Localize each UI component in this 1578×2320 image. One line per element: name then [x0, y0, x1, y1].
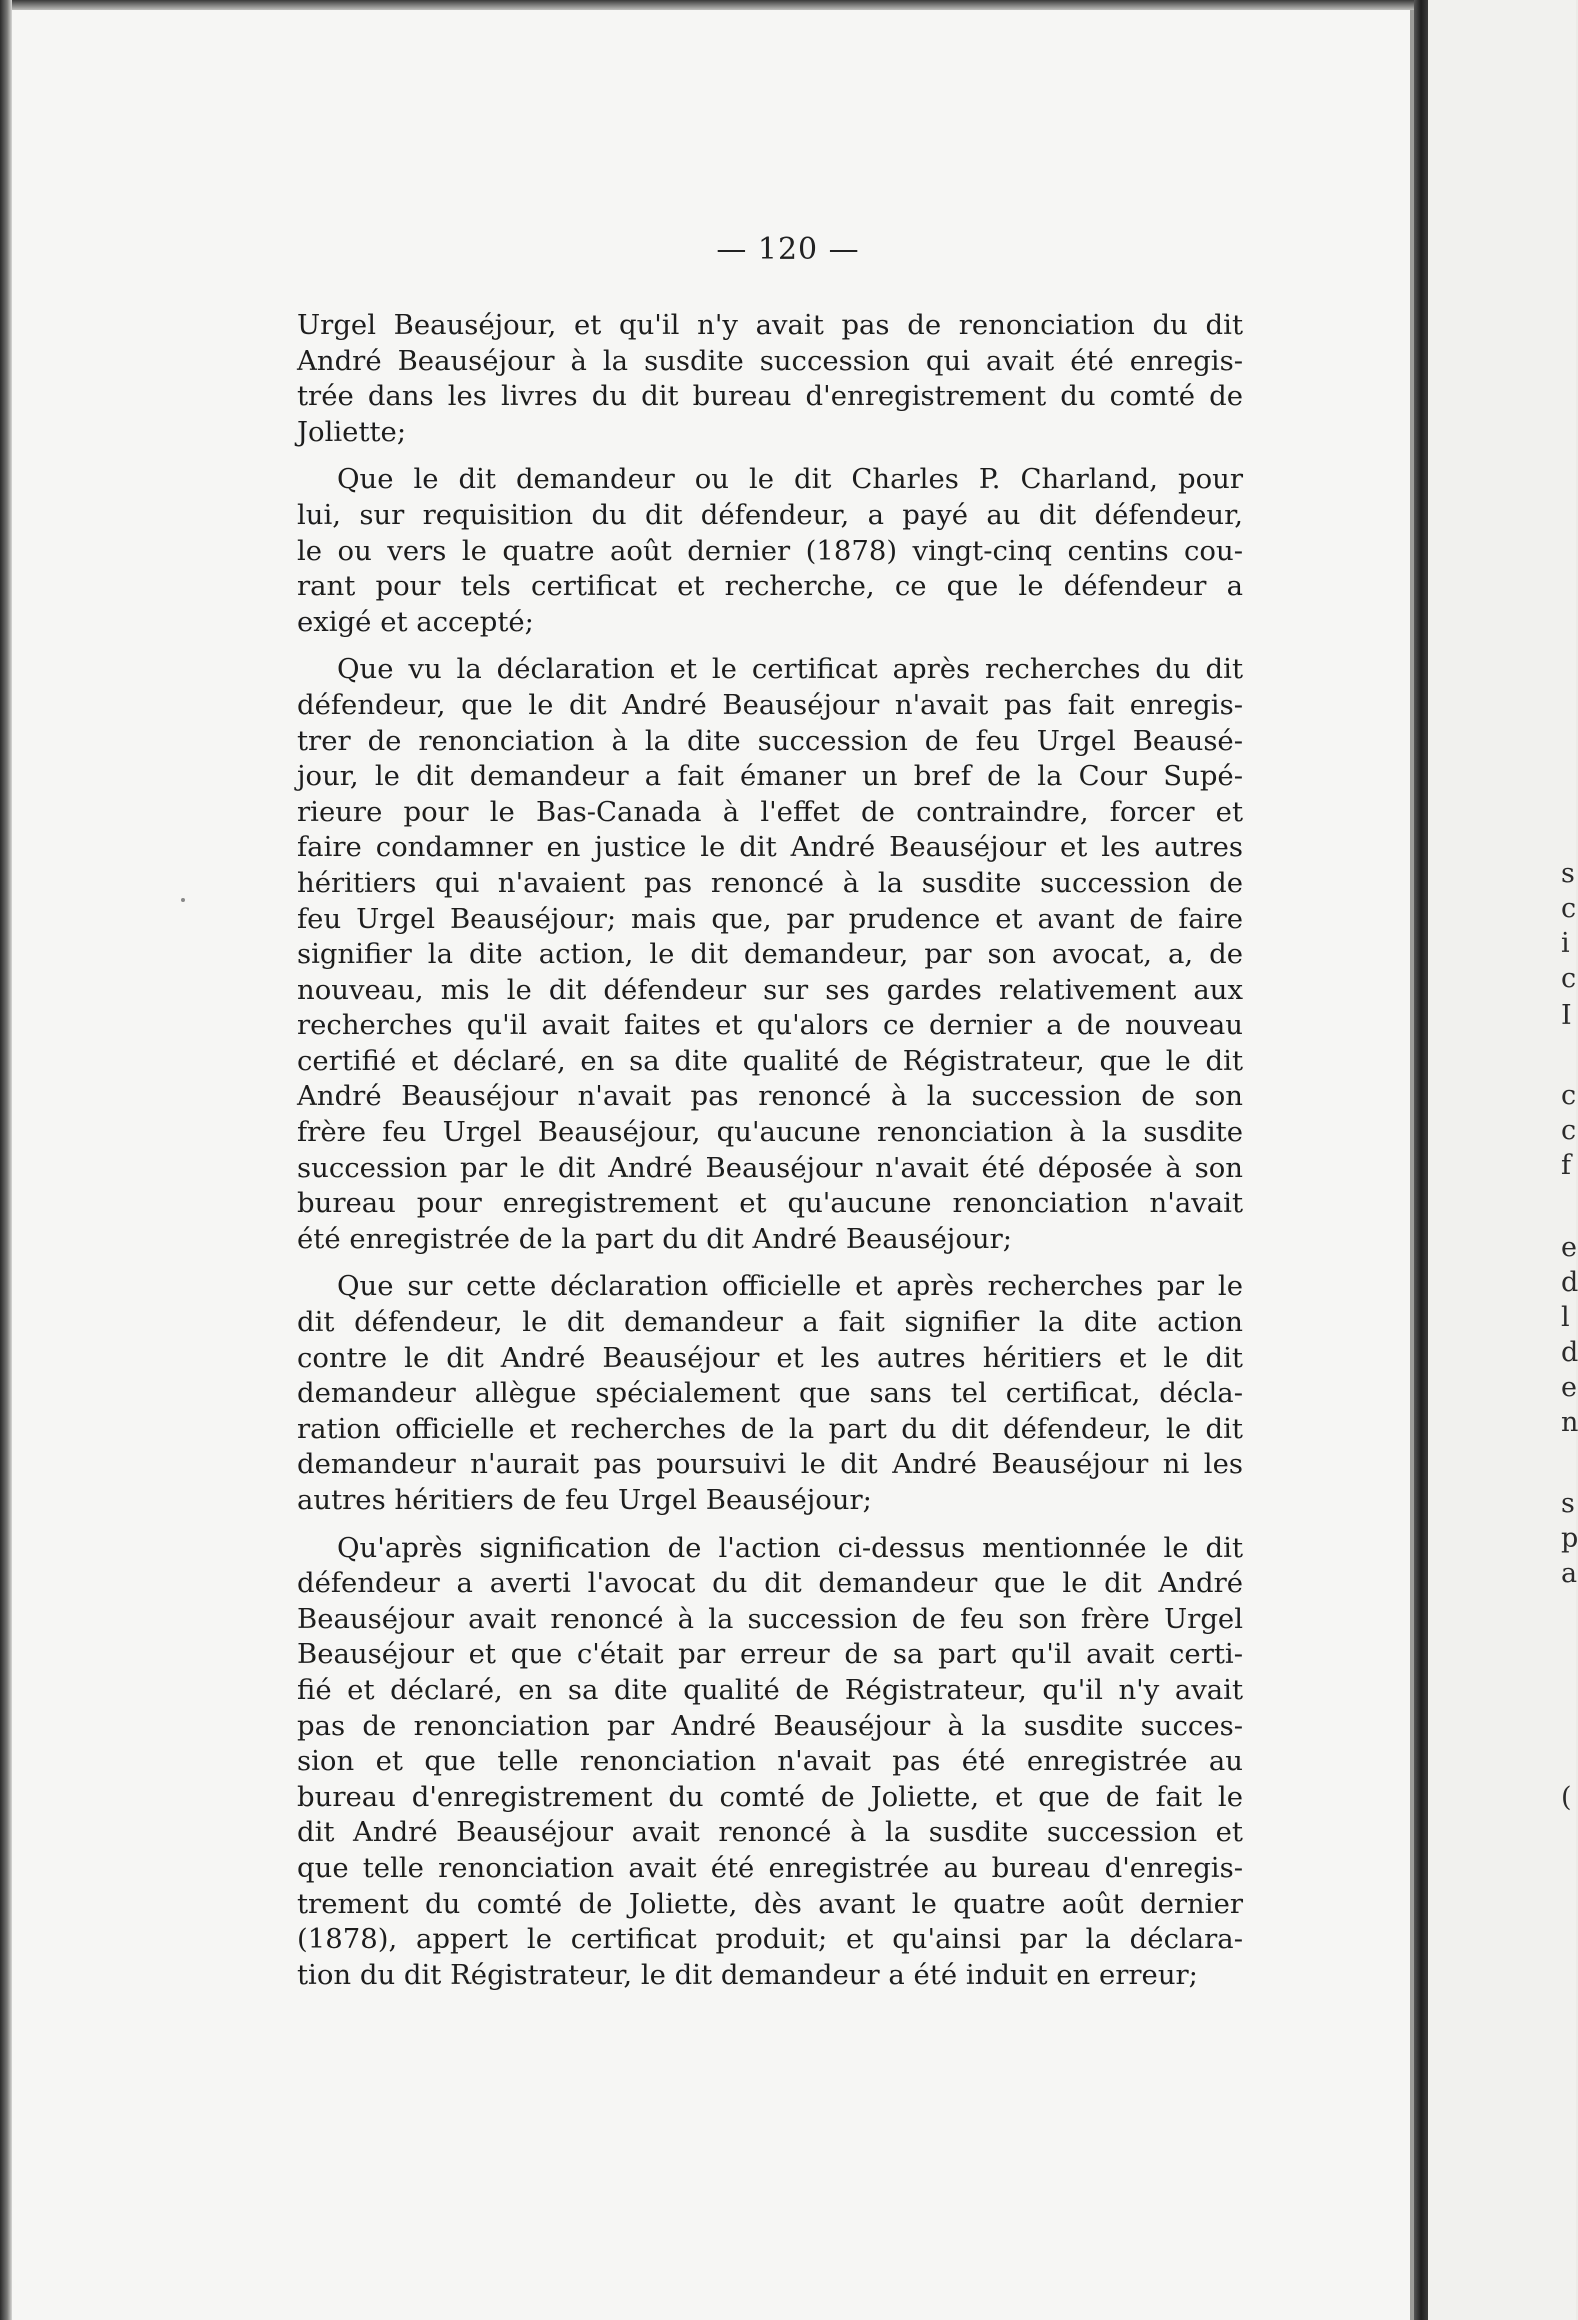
text-line: certifié et déclaré, en sa dite qualité de Régistrateur, que le dit [297, 1044, 1243, 1077]
facing-page-fragment: e [1561, 1232, 1577, 1263]
text-line: le ou vers le quatre août dernier (1878) vingt-cinq centins cou- [297, 534, 1243, 567]
text-line: Urgel Beauséjour, et qu'il n'y avait pas de renonciation du dit [297, 309, 1243, 341]
text-line: bureau pour enregistrement et qu'aucune renonciation n'avait [297, 1187, 1243, 1220]
facing-page-fragment: d [1561, 1337, 1578, 1368]
text-line: pas de renonciation par André Beauséjour à la susdite succes- [297, 1709, 1243, 1742]
text-line: dit défendeur, le dit demandeur a fait signifier la dite action [297, 1306, 1243, 1339]
text-line: Qu'après signification de l'action ci-dessus mentionnée le dit [337, 1531, 1243, 1564]
text-line: défendeur, que le dit André Beauséjour n'avait pas fait enregis- [297, 688, 1243, 721]
facing-page-fragment: p [1561, 1523, 1578, 1554]
text-line: demandeur allègue spécialement que sans tel certificat, décla- [297, 1377, 1243, 1410]
text-line: signifier la dite action, le dit demandeur, par son avocat, a, de [297, 938, 1243, 971]
text-line: André Beauséjour n'avait pas renoncé à la succession de son [297, 1080, 1243, 1113]
facing-page-fragment: f [1561, 1150, 1571, 1181]
facing-page-fragment: c [1561, 1080, 1577, 1111]
text-line: défendeur a averti l'avocat du dit demandeur que le dit André [297, 1567, 1243, 1600]
paragraph [297, 462, 1243, 640]
facing-page-fragment: a [1561, 1558, 1578, 1589]
text-line: (1878), appert le certificat produit; et qu'ainsi par la déclara- [297, 1923, 1243, 1956]
paragraph [297, 652, 1243, 1257]
text-line: Joliette; [297, 415, 407, 448]
text-line: Beauséjour et que c'était par erreur de sa part qu'il avait certi- [297, 1638, 1243, 1671]
book-gutter [1414, 0, 1428, 2320]
text-line: trée dans les livres du dit bureau d'enregistrement du comté de [297, 380, 1243, 413]
facing-page-fragment: c [1561, 893, 1577, 924]
text-line: Que vu la déclaration et le certificat après recherches du dit [337, 653, 1243, 686]
text-line: tion du dit Régistrateur, le dit demandeur a été induit en erreur; [297, 1958, 1198, 1991]
facing-page [1428, 0, 1576, 2320]
text-line: autres héritiers de feu Urgel Beauséjour; [297, 1484, 872, 1516]
text-line: sion et que telle renonciation n'avait pas été enregistrée au [297, 1745, 1243, 1778]
text-line: trement du comté de Joliette, dès avant le quatre août dernier [297, 1887, 1243, 1920]
facing-page-fragment: c [1561, 1115, 1577, 1146]
page-number: — 120 — [716, 232, 860, 267]
text-line: André Beauséjour à la susdite succession qui avait été enregis- [297, 344, 1243, 377]
facing-page-fragment: s [1561, 858, 1575, 889]
text-line: dit André Beauséjour avait renoncé à la susdite succession et [297, 1816, 1243, 1849]
text-line: feu Urgel Beauséjour; mais que, par prudence et avant de faire [297, 902, 1243, 935]
body-text [297, 308, 1243, 2005]
text-line: contre le dit André Beauséjour et les autres héritiers et le dit [297, 1341, 1243, 1374]
text-line: Que sur cette déclaration officielle et après recherches par le [337, 1270, 1243, 1303]
text-line: nouveau, mis le dit défendeur sur ses gardes relativement aux [297, 973, 1243, 1006]
facing-page-fragment: n [1561, 1407, 1578, 1438]
text-line: jour, le dit demandeur a fait émaner un bref de la Cour Supé- [297, 760, 1243, 793]
text-line: frère feu Urgel Beauséjour, qu'aucune renonciation à la susdite [297, 1116, 1243, 1149]
text-line: recherches qu'il avait faites et qu'alors ce dernier a de nouveau [297, 1009, 1243, 1042]
paragraph [297, 308, 1243, 450]
text-line: lui, sur requisition du dit défendeur, a payé au dit défendeur, [297, 498, 1243, 531]
text-line: exigé et accepté; [297, 605, 534, 638]
text-line: faire condamner en justice le dit André Beauséjour et les autres [297, 831, 1243, 864]
text-line: bureau d'enregistrement du comté de Joliette, et que de fait le [297, 1780, 1243, 1813]
facing-page-fragment: e [1561, 1372, 1577, 1403]
text-line: Que le dit demandeur ou le dit Charles P. Charland, pour [337, 463, 1243, 496]
facing-page-fragment: l [1561, 1302, 1570, 1333]
facing-page-fragment: s [1561, 1488, 1575, 1519]
text-line: que telle renonciation avait été enregistrée au bureau d'enregis- [297, 1851, 1243, 1884]
text-line: trer de renonciation à la dite succession de feu Urgel Beausé- [297, 724, 1243, 757]
facing-page-fragment: d [1561, 1267, 1578, 1298]
facing-page-fragment: ( [1561, 1782, 1572, 1813]
text-line: fié et déclaré, en sa dite qualité de Régistrateur, qu'il n'y avait [297, 1673, 1243, 1706]
text-line: rant pour tels certificat et recherche, ce que le défendeur a [297, 570, 1243, 603]
paragraph [297, 1269, 1243, 1518]
scan-left-edge [0, 0, 12, 2320]
scan-top-edge [0, 0, 1576, 10]
text-line: succession par le dit André Beauséjour n'avait été déposée à son [297, 1151, 1243, 1184]
text-line: Beauséjour avait renoncé à la succession de feu son frère Urgel [297, 1602, 1243, 1635]
paper-speck [181, 898, 185, 902]
paragraph [297, 1531, 1243, 1994]
text-line: ration officielle et recherches de la part du dit défendeur, le dit [297, 1412, 1243, 1445]
text-line: héritiers qui n'avaient pas renoncé à la susdite succession de [297, 866, 1243, 899]
text-line: demandeur n'aurait pas poursuivi le dit André Beauséjour ni les [297, 1448, 1243, 1481]
text-line: été enregistrée de la part du dit André Beauséjour; [297, 1222, 1012, 1255]
facing-page-fragment: I [1561, 1000, 1572, 1031]
text-line: rieure pour le Bas-Canada à l'effet de contraindre, forcer et [297, 795, 1243, 828]
facing-page-fragment: c [1561, 963, 1577, 994]
facing-page-fragment: i [1561, 928, 1570, 959]
